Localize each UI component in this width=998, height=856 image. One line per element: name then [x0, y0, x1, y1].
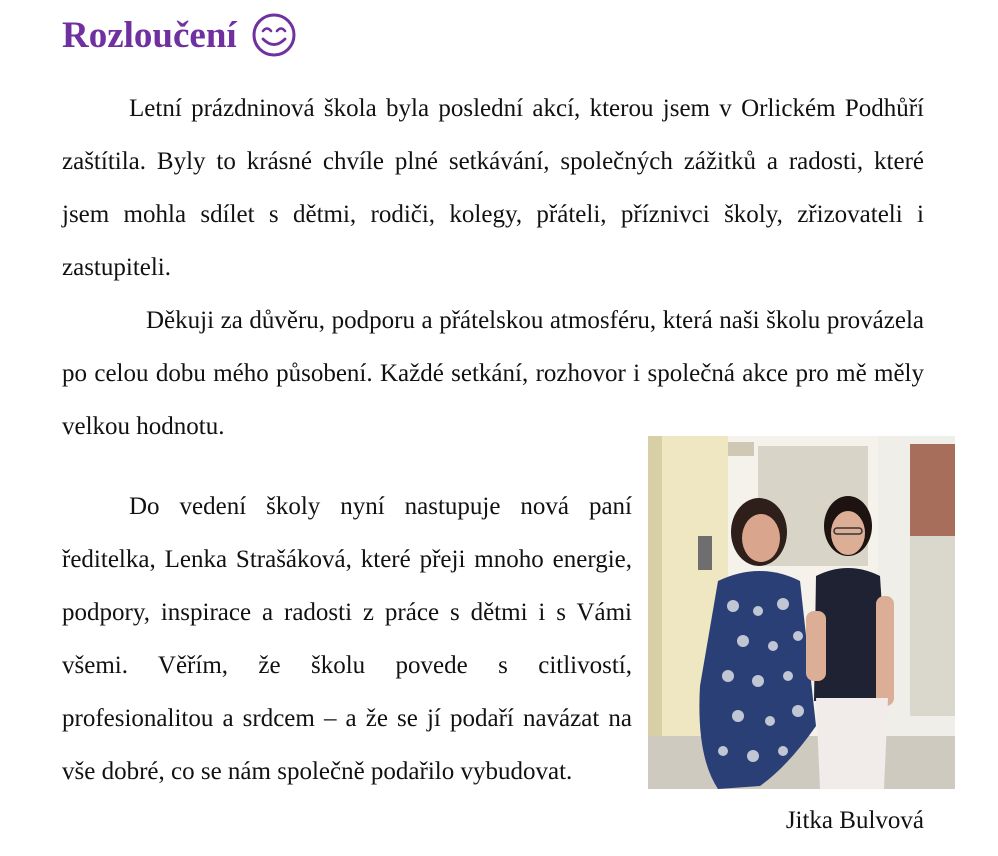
paragraph-thanks: Děkuji za důvěru, podporu a přátelskou atmosféru, která naši školu provázela po celou dobu mého působení. Každé setkání, rozhovor i společná akce pro mě měly velkou hodnotu.	[62, 307, 924, 440]
paragraph-new-director: Do vedení školy nyní nastupuje nová paní ředitelka, Lenka Strašáková, které přeji mnoho energie, podpory, inspirace a radosti z práce s dětmi i s Vámi všemi. Věřím, že školu povede s citlivostí, profesionalitou a srdcem – a že se jí podaří navázat na vše dobré, co se nám společně podařilo vybudovat.	[62, 493, 632, 785]
smiling-face-icon	[251, 12, 297, 58]
page-title	[62, 12, 297, 58]
paragraph-summer-school: Letní prázdninová škola byla poslední akcí, kterou jsem v Orlickém Podhůří zaštítila. Byly to krásné chvíle plné setkávání, společných zážitků a radosti, které jsem mohla sdílet s dětmi, rodiči, kolegy, přáteli, příznivci školy, zřizovateli i zastupiteli.	[62, 95, 924, 281]
title-text: Rozloučení	[62, 14, 237, 56]
signature: Jitka Bulvová	[785, 807, 924, 834]
photo-two-women	[648, 436, 955, 789]
